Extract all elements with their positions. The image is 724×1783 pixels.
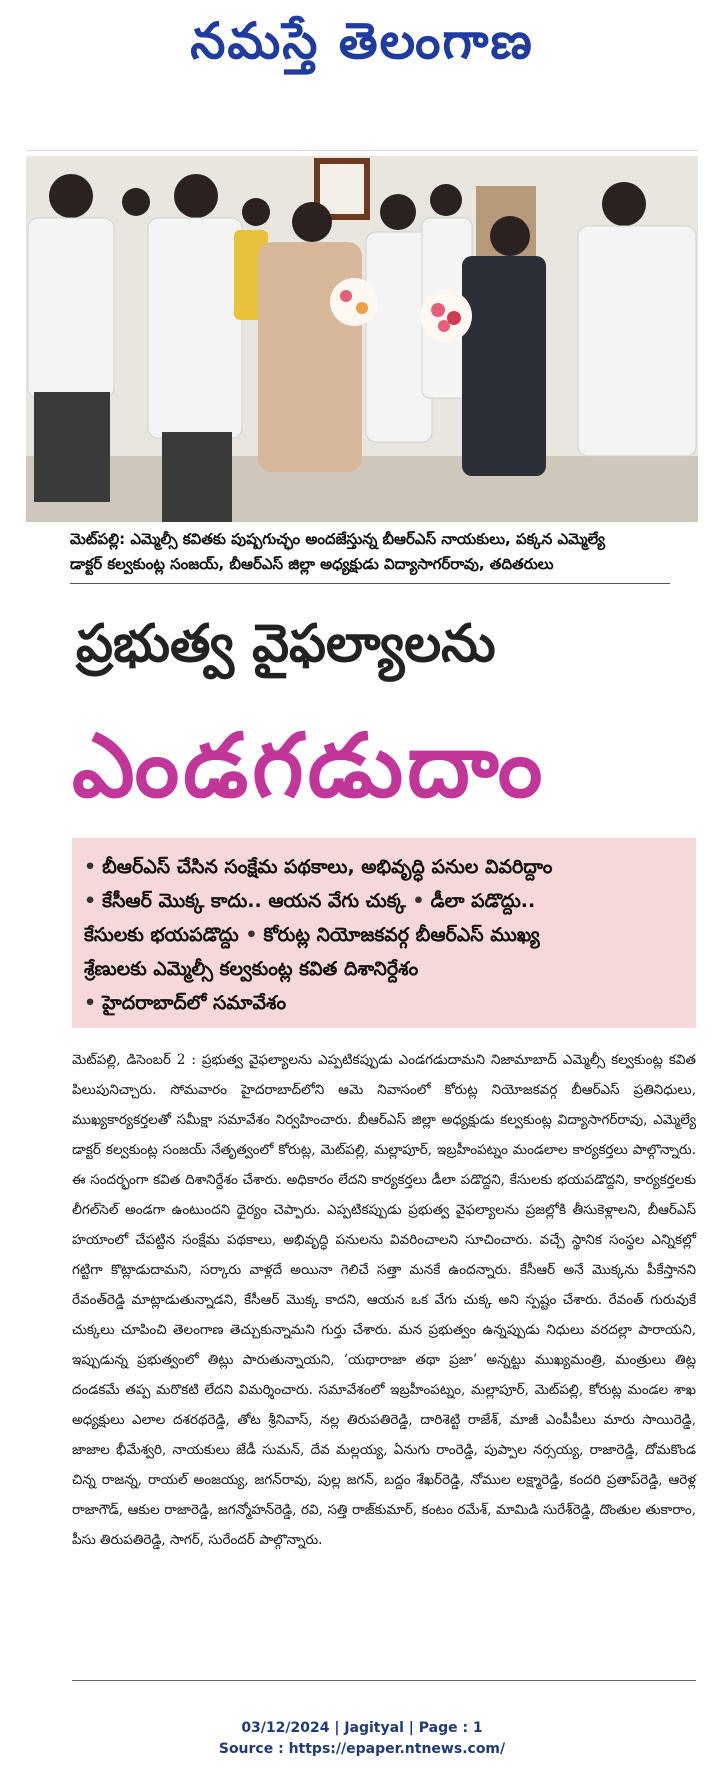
bullet-icon: • <box>84 856 97 878</box>
highlight-text: హైదరాబాద్‌లో సమావేశం <box>102 992 287 1014</box>
highlights-list <box>84 850 684 1020</box>
top-divider <box>26 150 698 151</box>
bullet-icon: • <box>245 924 258 946</box>
photo-caption <box>70 527 670 577</box>
photo-caption-line: డాక్టర్ కల్వకుంట్ల సంజయ్, బీఆర్‌ఎస్ జిల్లా అధ్యక్షుడు విద్యాసాగర్‌రావు, తదితరులు <box>70 555 554 573</box>
headline-main: ఎండగడుదాం <box>72 714 547 817</box>
newspaper-masthead: నమస్తే తెలంగాణ <box>190 12 534 70</box>
highlight-item <box>84 952 684 986</box>
highlight-text: కోరుట్ల నియోజకవర్గ బీఆర్‌ఎస్ ముఖ్య <box>263 924 540 946</box>
photo-caption-line: మెట్‌పల్లి: ఎమ్మెల్సీ కవితకు పుష్పగుచ్ఛం అందజేస్తున్న బీఆర్‌ఎస్ నాయకులు, పక్కన ఎమ్మెల్యే <box>70 530 606 548</box>
news-photo-illustration <box>26 156 698 522</box>
highlight-text: డీలా పడొద్దు.. <box>430 890 536 912</box>
highlight-item <box>84 850 684 884</box>
highlight-text: కేసులకు భయపడొద్దు <box>84 924 239 946</box>
highlight-item <box>84 884 684 918</box>
article-body: మెట్‌పల్లి, డిసెంబర్ 2 : ప్రభుత్వ వైఫల్యాలను ఎప్పటికప్పుడు ఎండగడుదామని నిజామాబాద్ ఎమ్మెల్సీ కల్వకుంట్ల కవిత పిలుపునిచ్చారు. సోమవారం హైదరాబాద్‌లోని ఆమె నివాసంలో కోరుట్ల నియోజకవర్గ బీఆర్‌ఎస్ ప్రతినిధులు, ముఖ్యకార్యకర్తలతో సమీక్షా సమావేశం నిర్వహించారు. బీఆర్‌ఎస్ జిల్లా అధ్యక్షుడు కల్వకుంట్ల విద్యాసాగర్‌రావు, ఎమ్మెల్యే డాక్టర్ కల్వకుంట్ల సంజయ్ నేతృత్వంలో కోరుట్ల, మెట్‌పల్లి, మల్లాపూర్, ఇబ్రహీంపట్నం మండలాల కార్యకర్తలు పాల్గొన్నారు. ఈ సందర్భంగా కవిత దిశానిర్దేశం చేశారు. అధికారం లేదని కార్యకర్తలు డీలా పడొద్దని, కేసులకు భయపడొద్దని, కార్యకర్తలకు లీగల్‌సెల్ అండగా ఉంటుందని ధైర్యం చెప్పారు. ఎప్పటికప్పుడు ప్రభుత్వ వైఫల్యాలను ప్రజల్లోకి తీసుకెళ్లాలని, బీఆర్‌ఎస్ హయాంలో చేపట్టిన సంక్షేమ పథకాలు, అభివృద్ధి పనులను వివరించాలని సూచించారు. వచ్చే స్థానిక సంస్థల ఎన్నికల్లో గట్టిగా కొట్లాడుదామని, సర్కారు వాళ్లదే అయినా గెలిచే సత్తా మనకే ఉందన్నారు. కేసీఆర్ అనే మొక్కను పీకేస్తానని రేవంత్‌రెడ్డి మాట్లాడుతున్నాడని, కేసీఆర్ మొక్క కాదని, ఆయన ఒక వేగు చుక్క అని స్పష్టం చేశారు. రేవంత్ గురువుకే చుక్కలు చూపించి తెలంగాణ తెచ్చుకున్నామని గుర్తు చేశారు. మన ప్రభుత్వం ఉన్నప్పుడు నిధులు వరదల్లా పారాయని, ఇప్పుడున్న ప్రభుత్వంలో తిట్లు పారుతున్నాయని, ‘యథారాజా తథా ప్రజా’ అన్నట్టు ముఖ్యమంత్రి, మంత్రులు తిట్ల దండకమే తప్ప మరొకటి లేదని విమర్శించారు. సమావేశంలో ఇబ్రహీంపట్నం, మల్లాపూర్, మెట్‌పల్లి, కోరుట్ల మండల శాఖ అధ్యక్షులు ఎలాల దశరథరెడ్డి, తోట శ్రీనివాస్, నల్ల తిరుపతిరెడ్డి, దారిశెట్టి రాజేశ్, మాజీ ఎంపీపీలు మారు సాయిరెడ్డి, జాజాల భీమేశ్వరి, నాయకులు జేడీ సుమన్, దేవ మల్లయ్య, ఏనుగు రాంరెడ్డి, పుప్పాల నర్సయ్య, రాజారెడ్డి, దోమకొండ చిన్న రాజన్న, రాయల్ అంజయ్య, జగన్‌రావు, పుల్ల జగన్, బద్దం శేఖర్‌రెడ్డి, నోముల లక్ష్మారెడ్డి, కందరి ప్రతాప్‌రెడ్డి, ఆరెళ్ల రాజాగౌడ్, ఆకుల రాజారెడ్డి, జగన్మోహన్‌రెడ్డి, రవి, సత్తి రాజ్‌కుమార్, కంటం రమేశ్, మామిడి సురేశ్‌రెడ్డి, దొంతుల తుకారాం, పీసు తిరుపతిరెడ్డి, సాగర్, సురేందర్ పాల్గొన్నారు. <box>72 1052 696 1548</box>
bullet-icon: • <box>84 890 97 912</box>
footer-edition-info: 03/12/2024 | Jagityal | Page : 1 <box>241 1720 483 1736</box>
bullet-icon: • <box>412 890 425 912</box>
highlight-item <box>84 918 684 952</box>
highlight-text: బీఆర్‌ఎస్ చేసిన సంక్షేమ పథకాలు, అభివృద్ధి పనుల వివరిద్దాం <box>102 856 553 878</box>
caption-divider <box>70 583 670 584</box>
highlight-text: శ్రేణులకు ఎమ్మెల్సీ కల్వకుంట్ల కవిత దిశానిర్దేశం <box>84 958 419 980</box>
news-photo <box>26 156 698 522</box>
headline-kicker: ప్రభుత్వ వైఫల్యాలను <box>76 614 496 674</box>
highlight-text: కేసీఆర్ మొక్క కాదు.. ఆయన వేగు చుక్క <box>102 890 406 912</box>
page-footer <box>0 1718 724 1760</box>
bullet-icon: • <box>84 992 97 1014</box>
footer-source-link[interactable]: Source : https://epaper.ntnews.com/ <box>218 1741 506 1757</box>
article-end-divider <box>72 1680 696 1681</box>
highlight-item <box>84 986 684 1020</box>
